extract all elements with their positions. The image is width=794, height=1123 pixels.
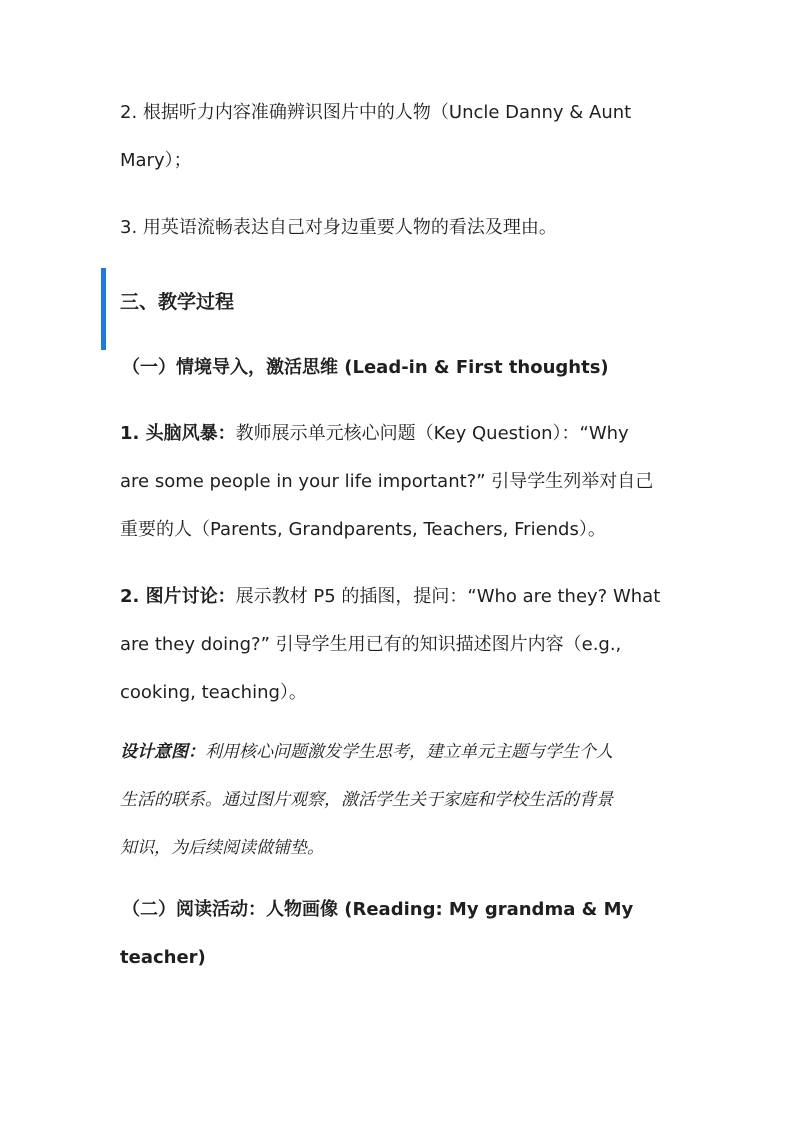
section-accent-bar: [101, 268, 106, 350]
item-2-line-2: are they doing?” 引导学生用已有的知识描述图片内容（e.g.,: [120, 634, 622, 655]
objective-3: 3. 用英语流畅表达自己对身边重要人物的看法及理由。: [120, 217, 557, 238]
design-intent-text: 利用核心问题激发学生思考，建立单元主题与学生个人: [205, 742, 613, 762]
item-1-line-3: 重要的人（Parents, Grandparents, Teachers, Friends）。: [120, 519, 606, 540]
item-2-line-1: [120, 585, 680, 609]
objective-2-line-2: Mary）；: [120, 150, 192, 171]
item-2-text: 展示教材 P5 的插图，提问：“Who are they? What: [235, 586, 661, 607]
design-intent-line-2: 生活的联系。通过图片观察，激活学生关于家庭和学校生活的背景: [120, 790, 613, 810]
design-intent-line-1: [120, 740, 680, 764]
subsection-2-title-line-2: teacher): [120, 947, 206, 968]
item-1-text: 教师展示单元核心问题（Key Question）：“Why: [235, 423, 629, 444]
item-2-label: 2. 图片讨论：: [120, 586, 236, 607]
item-1-line-1: [120, 422, 680, 446]
objective-2-line-1: 2. 根据听力内容准确辨识图片中的人物（Uncle Danny & Aunt: [120, 102, 632, 123]
item-1-label: 1. 头脑风暴：: [120, 423, 236, 444]
design-intent-line-3: 知识，为后续阅读做铺垫。: [120, 838, 324, 858]
subsection-2-title-line-1: （二）阅读活动：人物画像 (Reading: My grandma & My: [122, 899, 634, 920]
section-title: 三、教学过程: [120, 291, 235, 313]
item-1-line-2: are some people in your life important?” 引导学生列举对自己: [120, 471, 654, 492]
item-2-line-3: cooking, teaching）。: [120, 682, 307, 703]
subsection-1-title: （一）情境导入，激活思维 (Lead-in & First thoughts): [122, 357, 609, 378]
design-intent-label: 设计意图：: [120, 742, 205, 762]
